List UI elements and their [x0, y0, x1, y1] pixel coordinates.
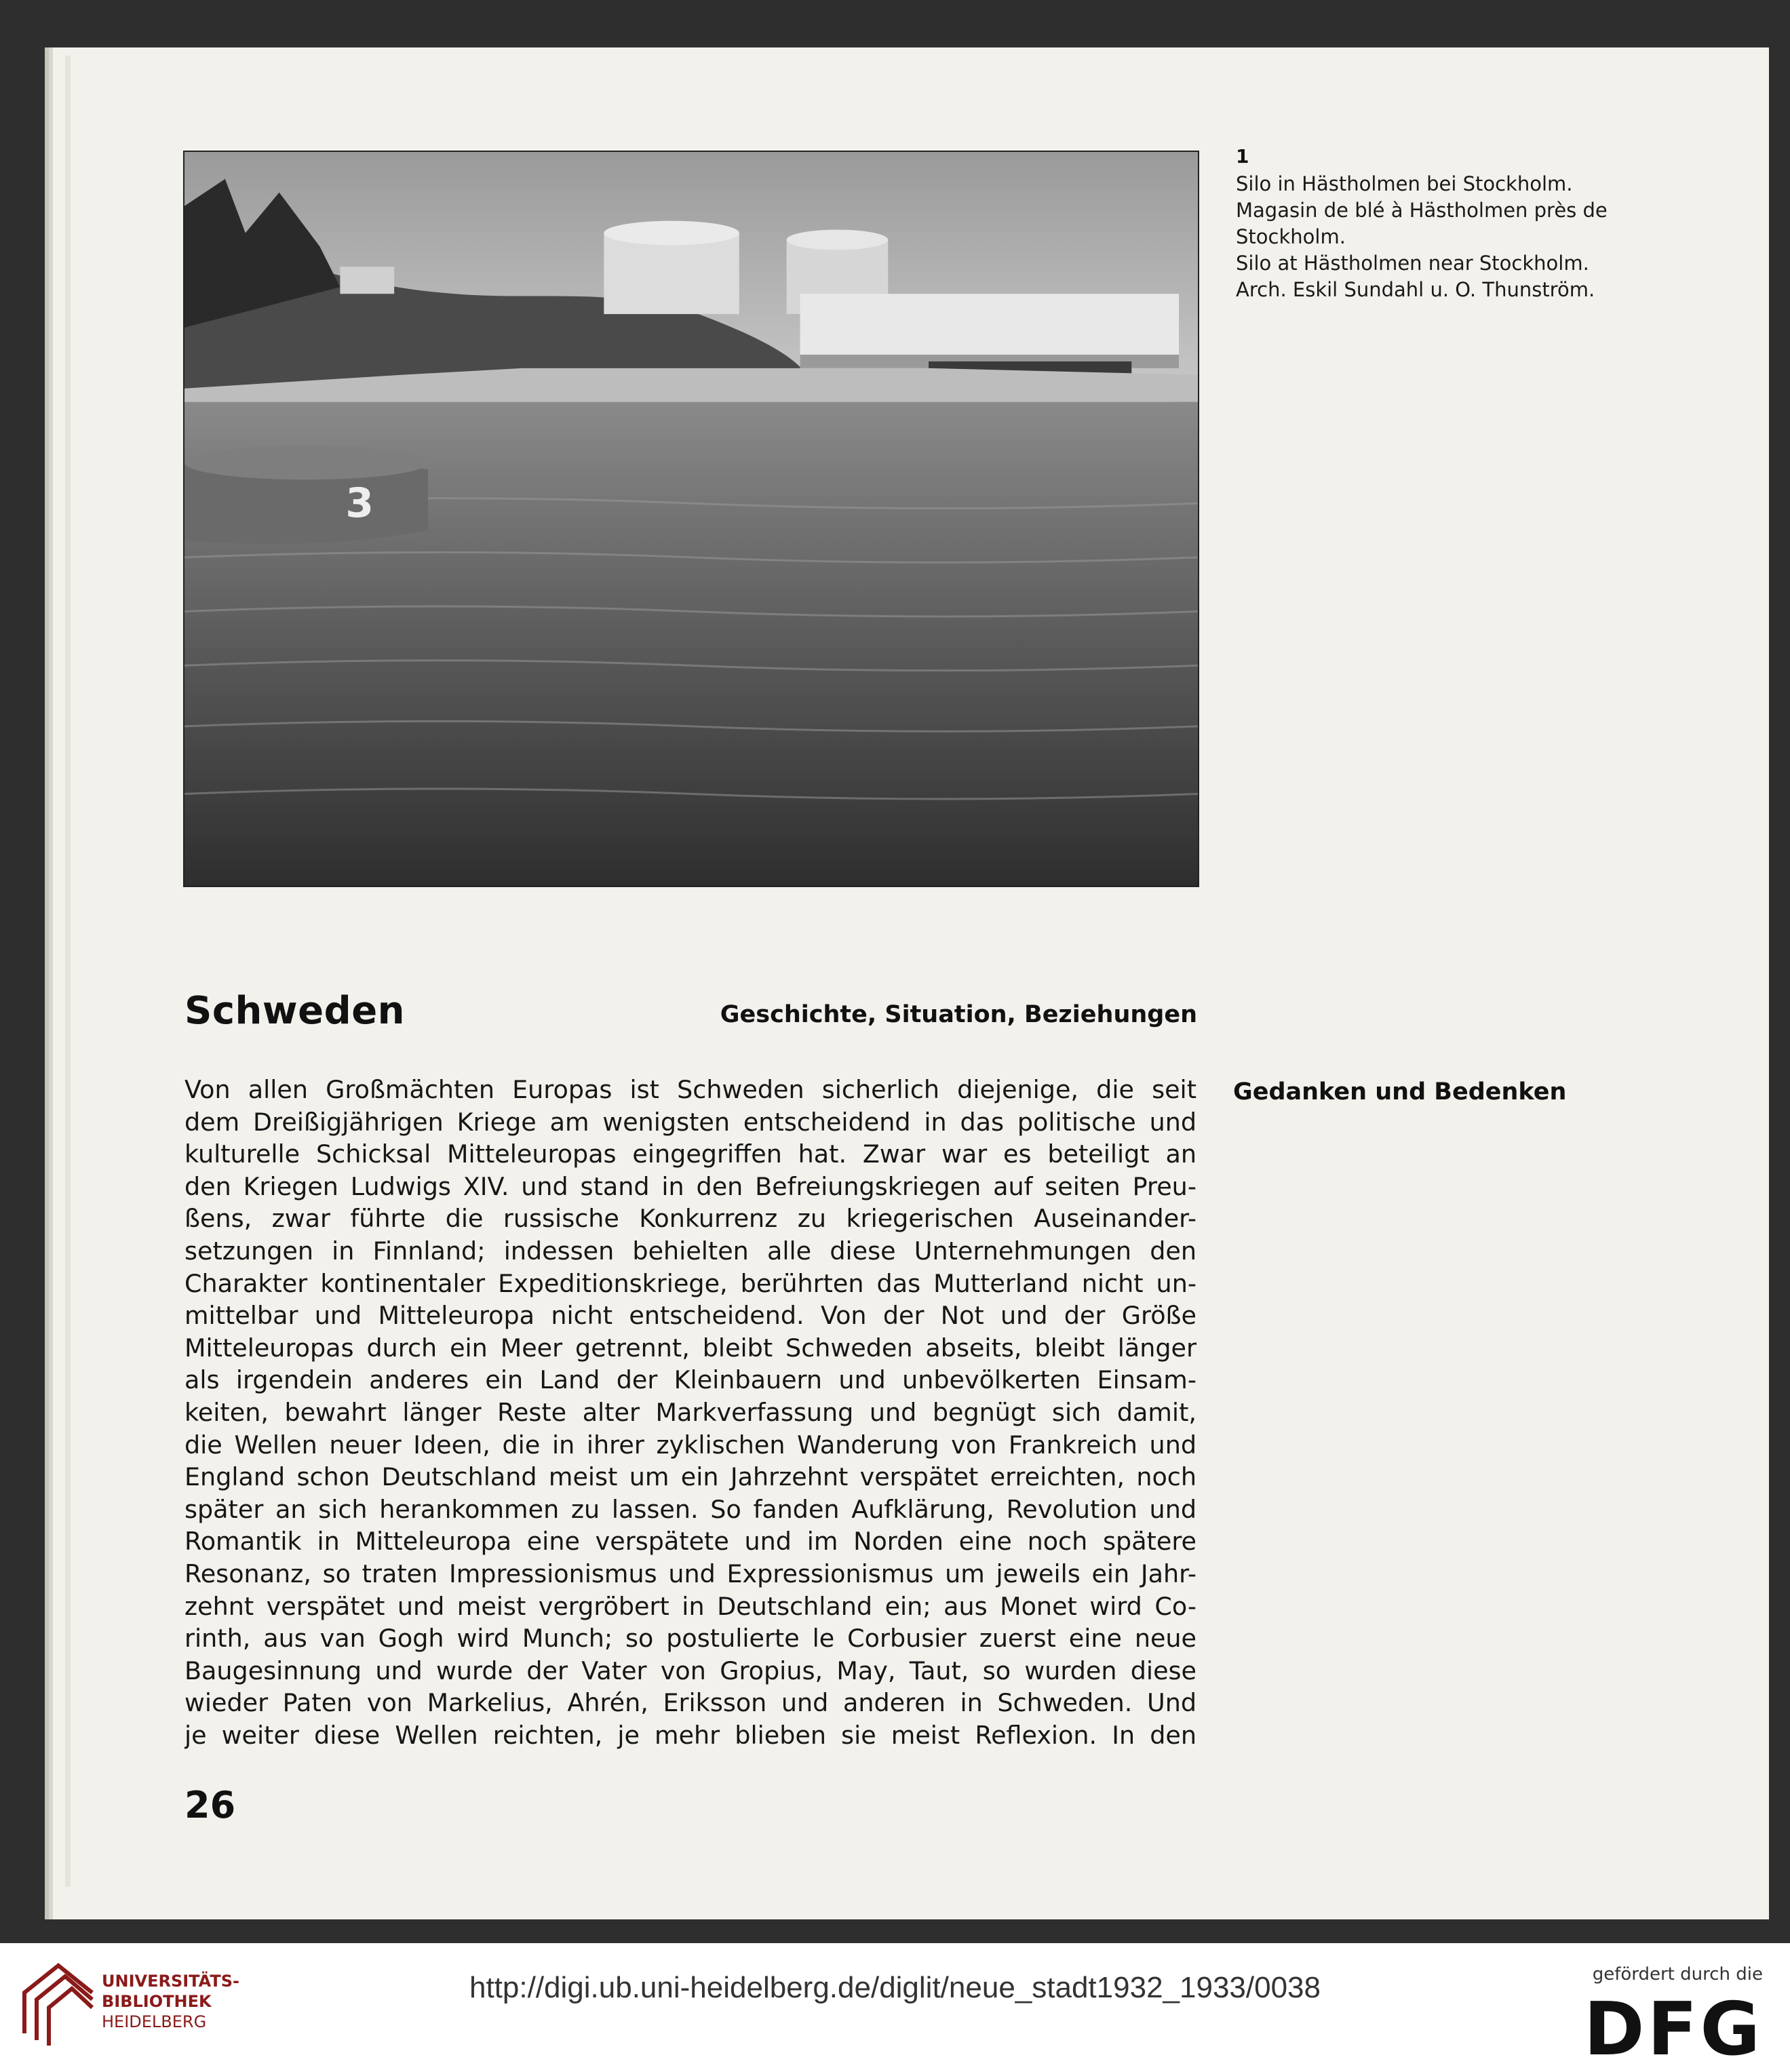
page-number: 26: [184, 1784, 236, 1826]
viewer-footer: [0, 1943, 1790, 2072]
caption-line: Magasin de blé à Hästholmen près de: [1236, 199, 1608, 222]
body-line: keiten, bewahrt länger Reste alter Markverfassung und begnügt sich damit,: [184, 1397, 1196, 1427]
body-line: dem Dreißigjährigen Kriege am wenigsten entscheidend in das politische und: [184, 1107, 1196, 1137]
figure-caption: [1236, 171, 1670, 303]
buoy-top: [184, 446, 428, 480]
body-line: mittelbar und Mitteleuropa nicht entscheidend. Von der Not und der Größe: [184, 1301, 1196, 1331]
caption-line: Arch. Eskil Sundahl u. O. Thunström.: [1236, 278, 1595, 301]
body-line: setzungen in Finnland; indessen behielten alle diese Unternehmungen den: [184, 1236, 1196, 1266]
silo-roof-right: [787, 230, 889, 250]
library-line: HEIDELBERG: [102, 2012, 207, 2031]
body-line: Von allen Großmächten Europas ist Schweden sicherlich diejenige, die seit: [184, 1075, 1196, 1104]
body-line: Mitteleuropas durch ein Meer getrennt, bleibt Schweden abseits, bleibt länger: [184, 1333, 1196, 1363]
body-line: rinth, aus van Gogh wird Munch; so postulierte le Corbusier zuerst eine neue: [184, 1624, 1196, 1654]
caption-line: Silo at Hästholmen near Stockholm.: [1236, 252, 1589, 275]
body-line: Baugesinnung und wurde der Vater von Gropius, May, Taut, so wurden diese: [184, 1656, 1196, 1685]
page-edge: [65, 56, 71, 1887]
buoy-number: 3: [345, 480, 374, 528]
photo-illustration: [184, 152, 1198, 886]
body-line: zehnt verspätet und meist vergröbert in Deutschland ein; aus Monet wird Co-: [184, 1591, 1196, 1621]
body-line: England schon Deutschland meist um ein Jahrzehnt verspätet erreichten, noch: [184, 1462, 1196, 1492]
body-line: als irgendein anderes ein Land der Kleinbauern und unbevölkerten Einsam-: [184, 1365, 1196, 1395]
caption-line: Silo in Hästholmen bei Stockholm.: [1236, 172, 1573, 195]
silo-tanks-left: [604, 233, 739, 315]
figure-number: 1: [1236, 145, 1249, 168]
body-line: wieder Paten von Markelius, Ahrén, Eriksson und anderen in Schweden. Und: [184, 1688, 1196, 1718]
small-house: [340, 267, 394, 294]
library-line: UNIVERSITÄTS-: [102, 1972, 240, 1991]
article-subtitle: Geschichte, Situation, Beziehungen: [720, 1001, 1197, 1028]
body-line: kulturelle Schicksal Mitteleuropas eingegriffen hat. Zwar war es beteiligt an: [184, 1139, 1196, 1169]
article-title: Schweden: [184, 989, 406, 1033]
body-line: den Kriegen Ludwigs XIV. und stand in den Befreiungskriegen auf seiten Preu-: [184, 1171, 1196, 1201]
dfg-logo[interactable]: DFG: [1583, 1987, 1763, 2072]
body-line: je weiter diese Wellen reichten, je mehr blieben sie meist Reflexion. In den: [184, 1720, 1196, 1750]
body-line: Charakter kontinentaler Expeditionskriege, berührten das Mutterland nicht un-: [184, 1268, 1196, 1298]
body-line: Romantik in Mitteleuropa eine verspätete und im Norden eine noch spätere: [184, 1527, 1196, 1557]
photo-silo-hastholmen: [183, 151, 1199, 887]
permalink-url[interactable]: http://digi.ub.uni-heidelberg.de/diglit/neue_stadt1932_1933/0038: [469, 1971, 1321, 2004]
library-line: BIBLIOTHEK: [102, 1992, 212, 2011]
silo-roof-left: [604, 221, 739, 246]
side-heading: Gedanken und Bedenken: [1233, 1078, 1567, 1106]
body-line: die Wellen neuer Ideen, die in ihrer zyklischen Wanderung von Frankreich und: [184, 1430, 1196, 1460]
body-line: später an sich herankommen zu lassen. So fanden Aufklärung, Revolution und: [184, 1494, 1196, 1524]
article-body: [184, 1074, 1196, 1751]
body-line: ßens, zwar führte die russische Konkurrenz zu kriegerischen Auseinander-: [184, 1204, 1196, 1234]
caption-line: Stockholm.: [1236, 225, 1346, 248]
body-line: Resonanz, so traten Impressionismus und Expressionismus um jeweils ein Jahr-: [184, 1559, 1196, 1588]
funding-note: gefördert durch die: [1592, 1964, 1763, 1985]
